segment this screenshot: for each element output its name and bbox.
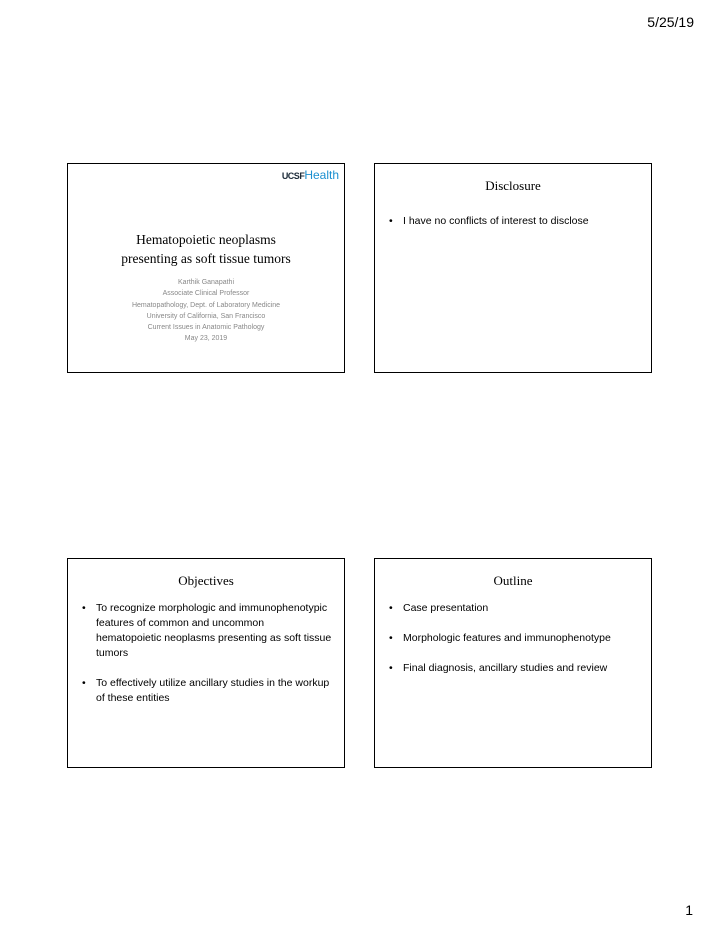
slide-disclosure (374, 163, 652, 373)
logo-health-text: Health (304, 168, 339, 182)
slide-outline (374, 558, 652, 768)
presenter-university: University of California, San Francisco (146, 312, 266, 320)
logo-ucsf-text: UCSF (281, 171, 305, 181)
bullet-item: • To effectively utilize ancillary studies in the workup of these entities (82, 676, 332, 706)
conference-name: Current Issues in Anatomic Pathology (147, 324, 265, 332)
presenter-dept: Hematopathology, Dept. of Laboratory Medicine (131, 301, 281, 309)
bullet-list (82, 601, 332, 706)
slide-title (67, 163, 345, 373)
ucsf-health-logo (282, 168, 339, 182)
bullet-list (389, 601, 644, 676)
bullet-list (389, 214, 644, 229)
bullet-item: • To recognize morphologic and immunophenotypic features of common and uncommon hematopoietic neoplasms presenting as soft tissue tumors (82, 601, 332, 661)
slide-heading: Outline (493, 573, 533, 588)
presentation-date: May 23, 2019 (184, 335, 228, 343)
page-number: 1 (685, 902, 693, 918)
presenter-role: Associate Clinical Professor (162, 290, 250, 298)
slide-heading: Disclosure (485, 178, 541, 193)
presentation-title (68, 230, 344, 268)
bullet-item: • Case presentation (389, 601, 644, 616)
page-date: 5/25/19 (647, 14, 694, 30)
title-line: Hematopoietic neoplasms (136, 232, 276, 247)
bullet-item: • Morphologic features and immunophenotype (389, 631, 644, 646)
presenter-name: Karthik Ganapathi (177, 279, 235, 286)
slide-objectives (67, 558, 345, 768)
slide-heading: Objectives (178, 573, 234, 588)
title-line: presenting as soft tissue tumors (121, 251, 291, 266)
bullet-item: • Final diagnosis, ancillary studies and review (389, 661, 644, 676)
bullet-item: • I have no conflicts of interest to disclose (389, 214, 644, 229)
presenter-info (68, 277, 344, 345)
